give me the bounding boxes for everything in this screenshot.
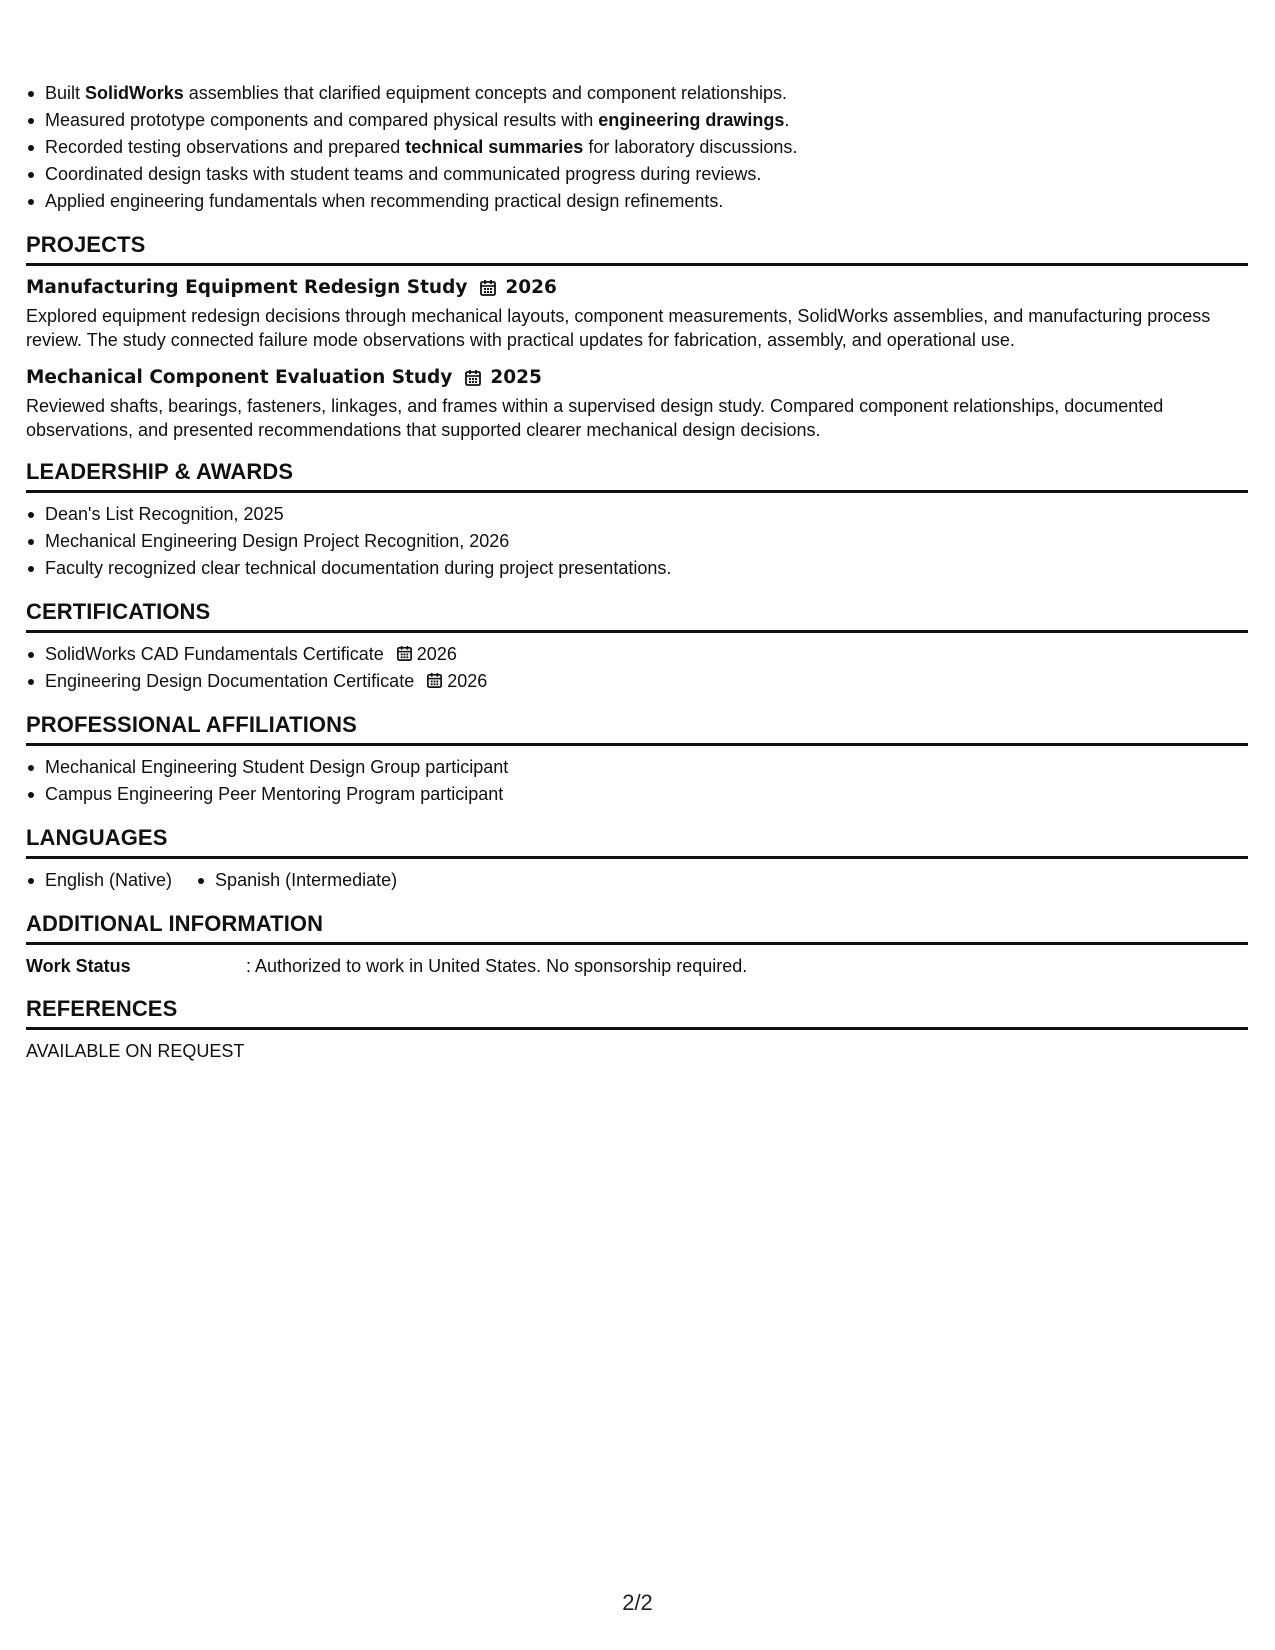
- section-title: PROFESSIONAL AFFILIATIONS: [26, 711, 1248, 746]
- list-item: [26, 668, 1248, 695]
- resume-content: [26, 80, 1248, 1064]
- bullet-emphasis: SolidWorks: [85, 83, 184, 103]
- list-item: [26, 80, 1248, 107]
- project-entry: [26, 364, 1248, 442]
- certifications-section: [26, 598, 1248, 695]
- experience-bullets: [26, 80, 1248, 215]
- calendar-icon: [396, 645, 413, 662]
- project-year: 2026: [505, 277, 557, 298]
- bullet-text: Applied engineering fundamentals when recommending practical design refinements.: [45, 191, 724, 211]
- calendar-icon: [464, 369, 482, 387]
- certificate-name: Engineering Design Documentation Certificate: [45, 671, 415, 691]
- languages-list: [26, 867, 1248, 894]
- project-year: 2025: [490, 367, 542, 388]
- list-item: Mechanical Engineering Design Project Recognition, 2026: [26, 528, 1248, 555]
- project-description: Reviewed shafts, bearings, fasteners, linkages, and frames within a supervised design study. Compared component relationships, documented observations, and presented recommendations that supported clearer mechanical design decisions.: [26, 396, 1164, 440]
- list-item: Campus Engineering Peer Mentoring Program participant: [26, 781, 1248, 808]
- list-item: [26, 641, 1248, 668]
- bullet-text: assemblies that clarified equipment concepts and component relationships.: [183, 83, 788, 103]
- project-description: Explored equipment redesign decisions through mechanical layouts, component measurements, SolidWorks assemblies, and manufacturing process review. The study connected failure mode observations with practical updates for fabrication, assembly, and operational use.: [26, 306, 1211, 350]
- list-item: Dean's List Recognition, 2025: [26, 501, 1248, 528]
- leadership-section: [26, 458, 1248, 582]
- section-title: REFERENCES: [26, 995, 1248, 1030]
- affiliations-list: [26, 754, 1248, 808]
- list-item: English (Native): [26, 867, 172, 894]
- project-header: [26, 274, 1248, 302]
- calendar-icon: [426, 672, 443, 689]
- section-title: CERTIFICATIONS: [26, 598, 1248, 633]
- projects-section: [26, 231, 1248, 442]
- list-item: [26, 161, 1248, 188]
- bullet-text: .: [784, 110, 790, 130]
- work-status-label: Work Status: [26, 956, 131, 976]
- bullet-text: Built: [45, 83, 86, 103]
- list-item: [26, 188, 1248, 215]
- bullet-text: Coordinated design tasks with student teams and communicated progress during reviews.: [45, 164, 762, 184]
- bullet-text: for laboratory discussions.: [583, 137, 798, 157]
- bullet-text: Recorded testing observations and prepared: [45, 137, 406, 157]
- leadership-list: [26, 501, 1248, 582]
- references-section: [26, 995, 1248, 1064]
- project-name: Manufacturing Equipment Redesign Study: [26, 277, 468, 298]
- work-status-row: [26, 953, 1248, 979]
- certificate-year: 2026: [447, 671, 488, 691]
- list-item: Faculty recognized clear technical documentation during project presentations.: [26, 555, 1248, 582]
- section-title: ADDITIONAL INFORMATION: [26, 910, 1248, 945]
- project-header: [26, 364, 1248, 392]
- page-number: 2/2: [622, 1590, 653, 1615]
- certificate-year: 2026: [416, 644, 457, 664]
- bullet-emphasis: technical summaries: [405, 137, 584, 157]
- section-title: LANGUAGES: [26, 824, 1248, 859]
- bullet-text: Measured prototype components and compared physical results with: [45, 110, 599, 130]
- list-item: [26, 107, 1248, 134]
- bullet-emphasis: engineering drawings: [598, 110, 785, 130]
- additional-info-section: [26, 910, 1248, 979]
- list-item: Spanish (Intermediate): [196, 867, 397, 894]
- section-title: PROJECTS: [26, 231, 1248, 266]
- languages-section: [26, 824, 1248, 894]
- certificate-name: SolidWorks CAD Fundamentals Certificate: [45, 644, 384, 664]
- references-text: AVAILABLE ON REQUEST: [26, 1041, 245, 1061]
- section-title: LEADERSHIP & AWARDS: [26, 458, 1248, 493]
- certifications-list: [26, 641, 1248, 695]
- project-entry: [26, 274, 1248, 352]
- work-status-value: : Authorized to work in United States. No sponsorship required.: [246, 956, 748, 976]
- affiliations-section: [26, 711, 1248, 808]
- list-item: [26, 134, 1248, 161]
- list-item: Mechanical Engineering Student Design Group participant: [26, 754, 1248, 781]
- calendar-icon: [479, 279, 497, 297]
- project-name: Mechanical Component Evaluation Study: [26, 367, 453, 388]
